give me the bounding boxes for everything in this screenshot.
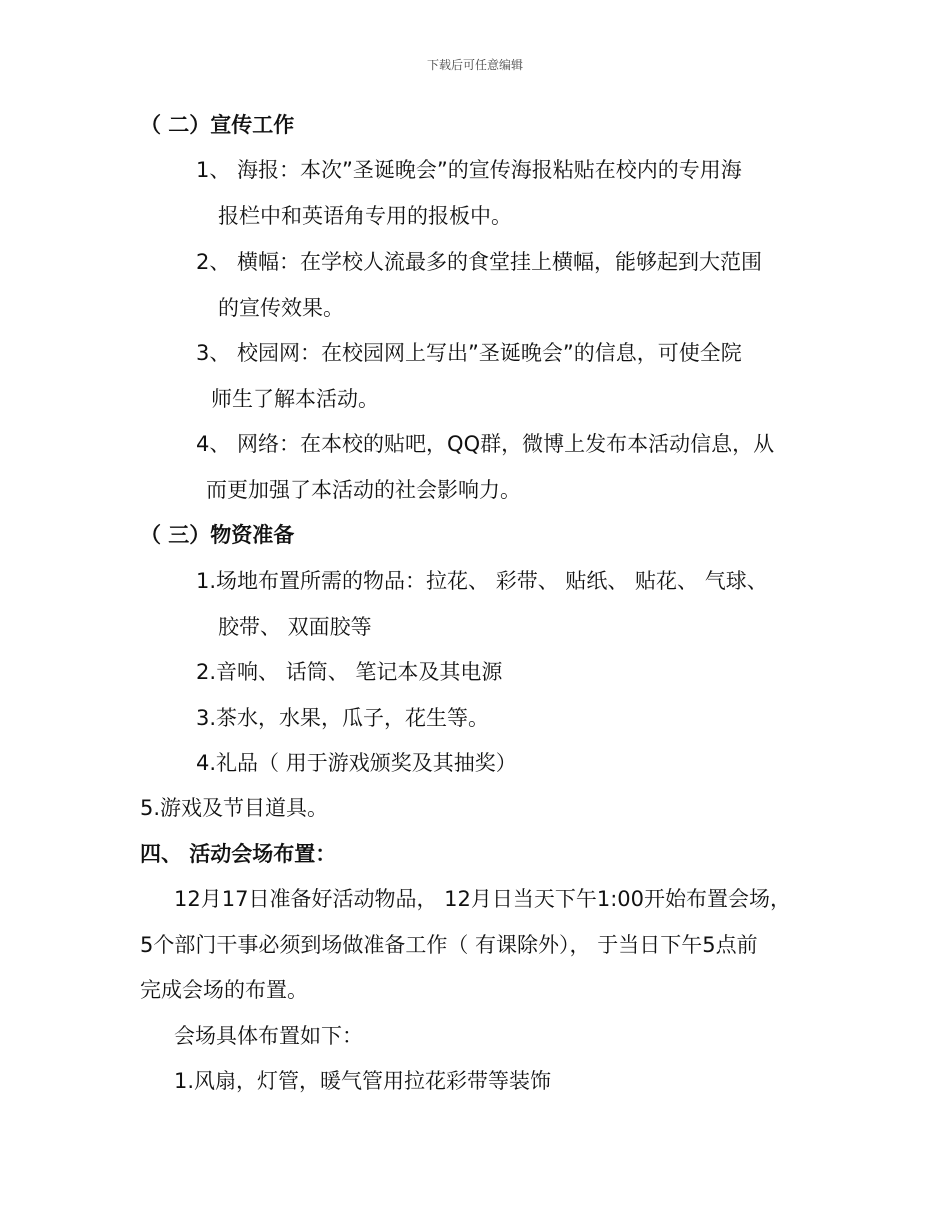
section-2-item-2-line-1: 2、 横幅：在学校人流最多的食堂挂上横幅，能够起到大范围 (196, 250, 763, 274)
section-4-item-1: 1.风扇，灯管，暖气管用拉花彩带等装饰 (174, 1069, 552, 1093)
section-4-subheading: 会场具体布置如下： (174, 1024, 363, 1048)
section-4-title: 四、 活动会场布置： (140, 842, 337, 866)
section-3-item-1-line-1: 1.场地布置所需的物品：拉花、 彩带、 贴纸、 贴花、 气球、 (196, 569, 768, 593)
section-2-item-1-line-1: 1、 海报：本次”圣诞晚会”的宣传海报粘贴在校内的专用海 (196, 158, 742, 182)
section-3-item-4: 4.礼品（ 用于游戏颁奖及其抽奖） (196, 751, 517, 775)
section-2-item-4-line-2: 而更加强了本活动的社会影响力。 (206, 478, 521, 502)
section-3-item-1-line-2: 胶带、 双面胶等 (218, 615, 372, 639)
section-2-item-3-line-1: 3、 校园网：在校园网上写出”圣诞晚会”的信息，可使全院 (196, 341, 742, 365)
section-2-item-4-line-1: 4、 网络：在本校的贴吧，QQ群，微博上发布本活动信息，从 (196, 432, 775, 456)
section-4-paragraph-line-2: 5个部门干事必须到场做准备工作（ 有课除外）， 于当日下午5点前 (140, 933, 758, 957)
section-3-item-5: 5.游戏及节目道具。 (140, 796, 329, 820)
section-3-item-2: 2.音响、 话筒、 笔记本及其电源 (196, 660, 503, 684)
section-2-item-1-line-2: 报栏中和英语角专用的报板中。 (218, 204, 512, 228)
section-4-paragraph-line-1: 12月17日准备好活动物品， 12月日当天下午1:00开始布置会场， (174, 887, 791, 911)
section-2-title: （ 二）宣传工作 (140, 113, 295, 137)
page-header: 下载后可任意编辑 (426, 58, 523, 72)
section-2-item-2-line-2: 的宣传效果。 (218, 296, 344, 320)
section-2-item-3-line-2: 师生了解本活动。 (211, 387, 379, 411)
section-4-paragraph-line-3: 完成会场的布置。 (140, 978, 308, 1002)
section-3-title: （ 三）物资准备 (140, 523, 295, 547)
section-3-item-3: 3.茶水，水果，瓜子，花生等。 (196, 706, 490, 730)
